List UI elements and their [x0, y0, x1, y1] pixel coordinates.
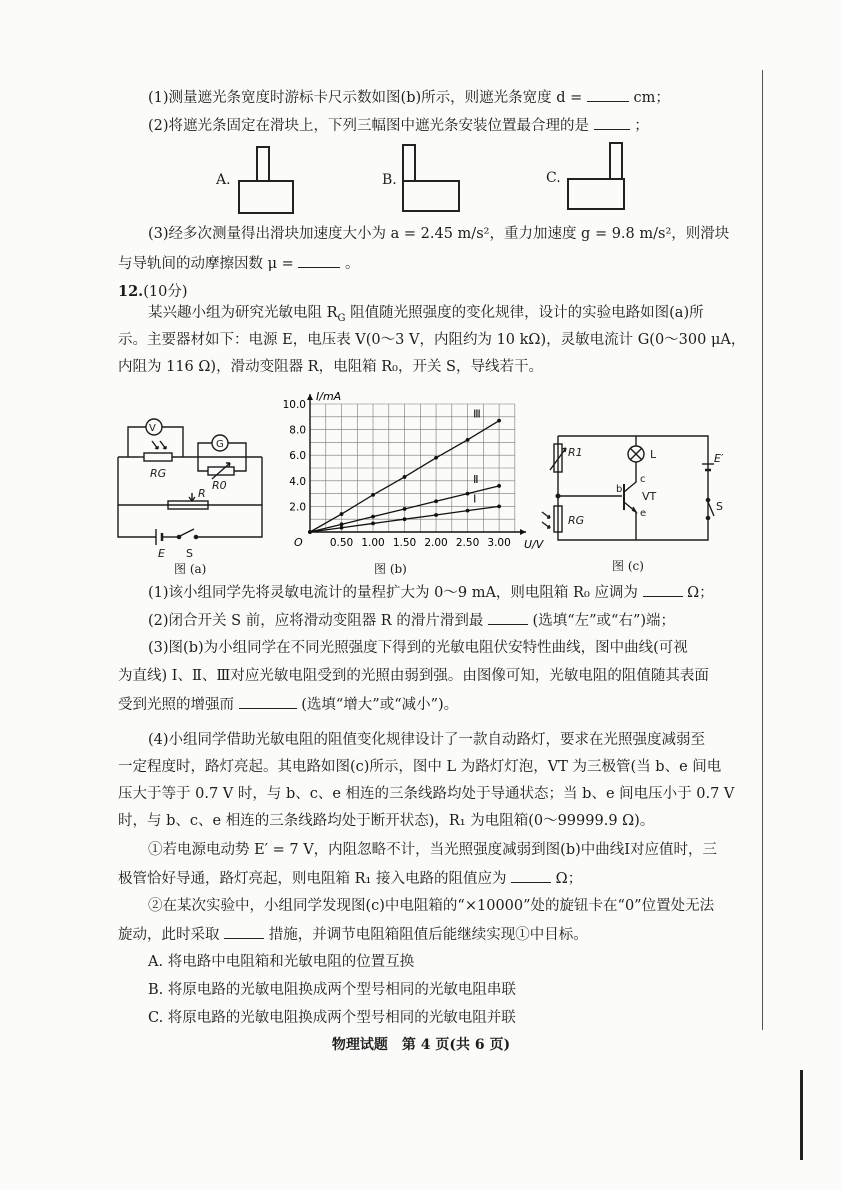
r-label: R	[198, 487, 206, 500]
choice-a[interactable]: A. 将电路中电阻箱和光敏电阻的位置互换	[148, 954, 415, 970]
data-point	[497, 505, 501, 509]
base-label: b	[616, 484, 623, 495]
q12-sub4-line2: 一定程度时，路灯亮起。其电路如图(c)所示，图中 L 为路灯灯泡，VT 为三极管(当 b、e 间电	[118, 759, 722, 775]
lamp-label: L	[650, 448, 657, 461]
answer-blank-d[interactable]	[587, 87, 629, 102]
answer-blank-mu[interactable]	[298, 253, 340, 268]
scan-edge-right-lower	[800, 1070, 803, 1160]
s-label: S	[186, 547, 193, 560]
figure-a-circuit	[108, 405, 278, 565]
series-label: Ⅲ	[473, 407, 481, 421]
answer-blank-trend[interactable]	[239, 694, 297, 709]
data-point	[371, 522, 375, 526]
rg-label: RG	[150, 467, 167, 480]
option-a-strip	[256, 146, 270, 182]
q12-sub4-line4: 时，与 b、c、e 相连的三条线路均处于断开状态)，R₁ 为电阻箱(0～99999.9 Ω)。	[118, 813, 655, 829]
choice-c[interactable]: C. 将原电路的光敏电阻换成两个型号相同的光敏电阻并联	[148, 1010, 516, 1026]
rg-c-label: RG	[568, 514, 585, 527]
x-tick-label: 1.50	[392, 537, 417, 549]
answer-blank-r1[interactable]	[511, 868, 551, 883]
transistor-label: VT	[642, 490, 657, 503]
figure-b-caption: 图 (b)	[374, 562, 407, 576]
voltmeter-label: V	[149, 423, 156, 434]
option-c-slider	[567, 178, 625, 210]
data-point	[308, 530, 312, 534]
y-axis-arrow	[307, 394, 313, 400]
data-point	[371, 493, 375, 497]
choice-b[interactable]: B. 将原电路的光敏电阻换成两个型号相同的光敏电阻串联	[148, 982, 516, 998]
option-a-slider	[238, 180, 294, 214]
chart-y-label: I/mA	[316, 390, 342, 403]
q12-sub3-line3: 受到光照的增强而 (选填“增大”或“减小”)。	[118, 694, 458, 715]
chart-x-label: U/V	[524, 538, 544, 551]
option-c-label: C.	[546, 170, 561, 186]
switch-s-icon	[180, 529, 194, 536]
collector-label: c	[640, 474, 646, 485]
q12-intro-line1: 某兴趣小组为研究光敏电阻 $R_G$ 阻值随光照强度的变化规律，设计的实验电路如图(a)所	[148, 305, 704, 324]
q12-sub3-line1: (3)图(b)为小组同学在不同光照强度下得到的光敏电阻伏安特性曲线，图中曲线(可视	[148, 640, 688, 656]
data-point	[497, 484, 501, 488]
q12-sub4-line3: 压大于等于 0.7 V 时，与 b、c、e 相连的三条线路均处于导通状态；当 b、e 间电压小于 0.7 V	[118, 786, 735, 802]
data-point	[403, 517, 407, 521]
q12-circle2-line2: 旋动，此时采取 措施，并调节电阻箱阻值后能继续实现①中目标。	[118, 924, 588, 945]
answer-blank-r0[interactable]	[643, 582, 683, 597]
data-point	[403, 475, 407, 479]
q12-sub4-line1: (4)小组同学借助光敏电阻的阻值变化规律设计了一款自动路灯，要求在光照强度减弱至	[148, 732, 706, 748]
y-tick-label: 4.0	[289, 475, 306, 488]
x-tick-label: 0.50	[329, 537, 354, 549]
q12-sub1: (1)该小组同学先将灵敏电流计的量程扩大为 0～9 mA，则电阻箱 R₀ 应调为 Ω；	[148, 582, 714, 603]
q12-intro-line3: 内阻为 116 Ω)，滑动变阻器 R，电阻箱 R₀，开关 S，导线若干。	[118, 359, 543, 375]
figure-a-caption: 图 (a)	[174, 562, 207, 576]
photoresistor-rg-icon	[144, 453, 172, 461]
data-point	[466, 438, 470, 442]
q12-sub2: (2)闭合开关 S 前，应将滑动变阻器 R 的滑片滑到最 (选填“左”或“右”)端；	[148, 610, 675, 631]
data-point	[403, 507, 407, 511]
option-a-label: A.	[216, 172, 231, 188]
q12-heading: 12.(10分)	[118, 283, 188, 300]
r1-label: R1	[568, 446, 583, 459]
e-label: E	[158, 547, 165, 560]
scan-edge-right-upper	[762, 70, 763, 1030]
s-c-label: S	[716, 500, 723, 513]
y-tick-label: 6.0	[289, 450, 306, 463]
q11-part3-line2: 与导轨间的动摩擦因数 μ = 。	[118, 253, 360, 274]
q12-sub3-line2: 为直线) Ⅰ、Ⅱ、Ⅲ对应光敏电阻受到的光照由弱到强。由图像可知，光敏电阻的阻值随其表面	[118, 668, 709, 684]
figure-c-circuit	[548, 418, 728, 558]
q11-part2: (2)将遮光条固定在滑块上，下列三幅图中遮光条安装位置最合理的是 ；	[148, 115, 649, 136]
e-prime-label: E′	[714, 452, 724, 465]
data-point	[497, 419, 501, 423]
galvanometer-label: G	[216, 439, 224, 450]
data-point	[434, 499, 438, 503]
data-point	[371, 515, 375, 519]
x-tick-label: 3.00	[487, 537, 511, 549]
q11-part1: (1)测量遮光条宽度时游标卡尺示数如图(b)所示，则遮光条宽度 d = cm；	[148, 87, 670, 108]
r0-label: R0	[212, 479, 227, 492]
series-label: Ⅰ	[473, 492, 477, 506]
figure-c-caption: 图 (c)	[612, 559, 644, 573]
option-b-label: B.	[382, 172, 397, 188]
q11-part3-line1: (3)经多次测量得出滑块加速度大小为 a = 2.45 m/s²，重力加速度 g = 9.8 m/s²，则滑块	[148, 226, 730, 242]
switch-s-c-icon	[708, 502, 714, 516]
q12-circle1-line2: 极管恰好导通，路灯亮起，则电阻箱 R₁ 接入电路的阻值应为 Ω；	[118, 868, 582, 889]
answer-blank-position[interactable]	[594, 115, 630, 130]
emitter-label: e	[640, 508, 647, 519]
q12-intro-line2: 示。主要器材如下：电源 E，电压表 V(0～3 V，内阻约为 10 kΩ)，灵敏电流计 G(0～300 μA，	[118, 332, 746, 348]
page-footer: 物理试题 第 4 页(共 6 页)	[331, 1037, 511, 1053]
option-b-slider	[402, 180, 460, 212]
data-point	[434, 513, 438, 517]
data-point	[466, 492, 470, 496]
y-tick-label: 10.0	[282, 399, 306, 411]
data-point	[466, 509, 470, 513]
data-point	[434, 456, 438, 460]
series-label: Ⅱ	[473, 472, 479, 486]
data-point	[340, 526, 344, 530]
x-tick-label: 2.00	[424, 537, 448, 549]
data-point	[340, 512, 344, 516]
x-tick-label: 1.00	[361, 537, 385, 549]
y-tick-label: 2.0	[289, 501, 306, 514]
x-axis-arrow	[520, 529, 526, 535]
option-b-strip	[402, 144, 416, 182]
y-tick-label: 8.0	[289, 424, 306, 437]
x-tick-label: 2.50	[455, 537, 480, 549]
answer-blank-slider-end[interactable]	[488, 610, 528, 625]
figure-b-chart	[268, 388, 544, 560]
option-c-strip	[609, 142, 623, 180]
answer-blank-measure[interactable]	[224, 924, 264, 939]
q12-circle1-line1: ①若电源电动势 E′ = 7 V，内阻忽略不计，当光照强度减弱到图(b)中曲线Ⅰ对应值时，三	[148, 842, 717, 858]
chart-origin-label: O	[294, 536, 303, 549]
data-point	[340, 522, 344, 526]
q12-circle2-line1: ②在某次实验中，小组同学发现图(c)中电阻箱的“×10000”处的旋钮卡在“0”位置处无法	[148, 898, 715, 914]
